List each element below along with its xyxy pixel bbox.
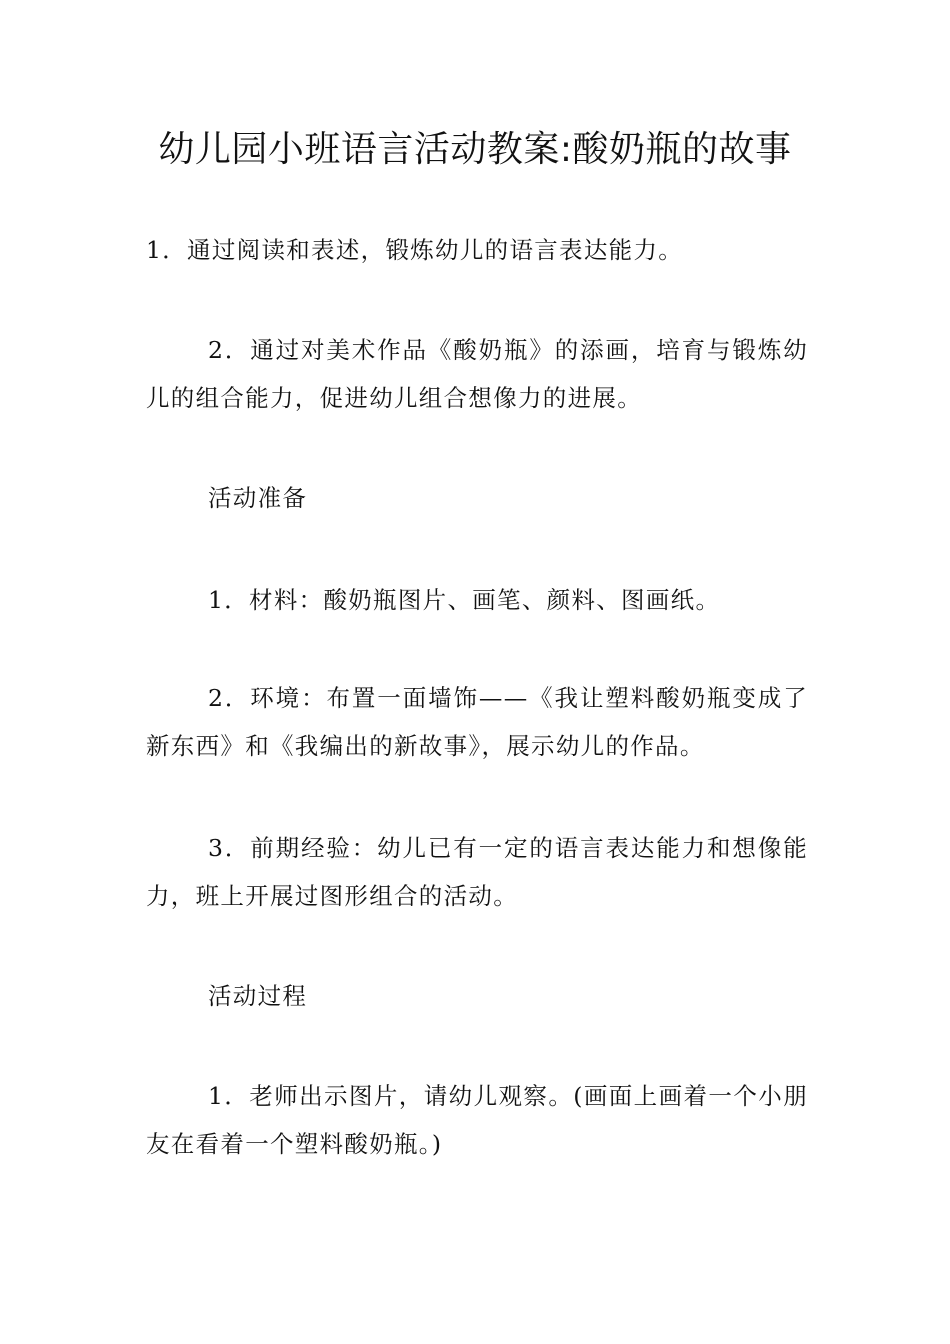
- document-title: 幼儿园小班语言活动教案:酸奶瓶的故事: [158, 129, 792, 170]
- section-heading-preparation: 活动准备: [208, 484, 308, 512]
- paragraph-preparation-3: 3．前期经验：幼儿已有一定的语言表达能力和想像能力，班上开展过图形组合的活动。: [146, 834, 808, 910]
- paragraph-preparation-1: 1．材料：酸奶瓶图片、画笔、颜料、图画纸。: [208, 586, 721, 614]
- paragraph-process-1: 1．老师出示图片，请幼儿观察。(画面上画着一个小朋友在看着一个塑料酸奶瓶。): [146, 1082, 808, 1158]
- paragraph-preparation-2: 2．环境：布置一面墙饰——《我让塑料酸奶瓶变成了新东西》和《我编出的新故事》，展示幼儿的作品。: [146, 684, 808, 760]
- paragraph-objective-2: 2．通过对美术作品《酸奶瓶》的添画，培育与锻炼幼儿的组合能力，促进幼儿组合想像力的进展。: [146, 336, 808, 412]
- section-heading-process: 活动过程: [208, 982, 308, 1010]
- paragraph-objective-1: 1．通过阅读和表述，锻炼幼儿的语言表达能力。: [146, 236, 684, 264]
